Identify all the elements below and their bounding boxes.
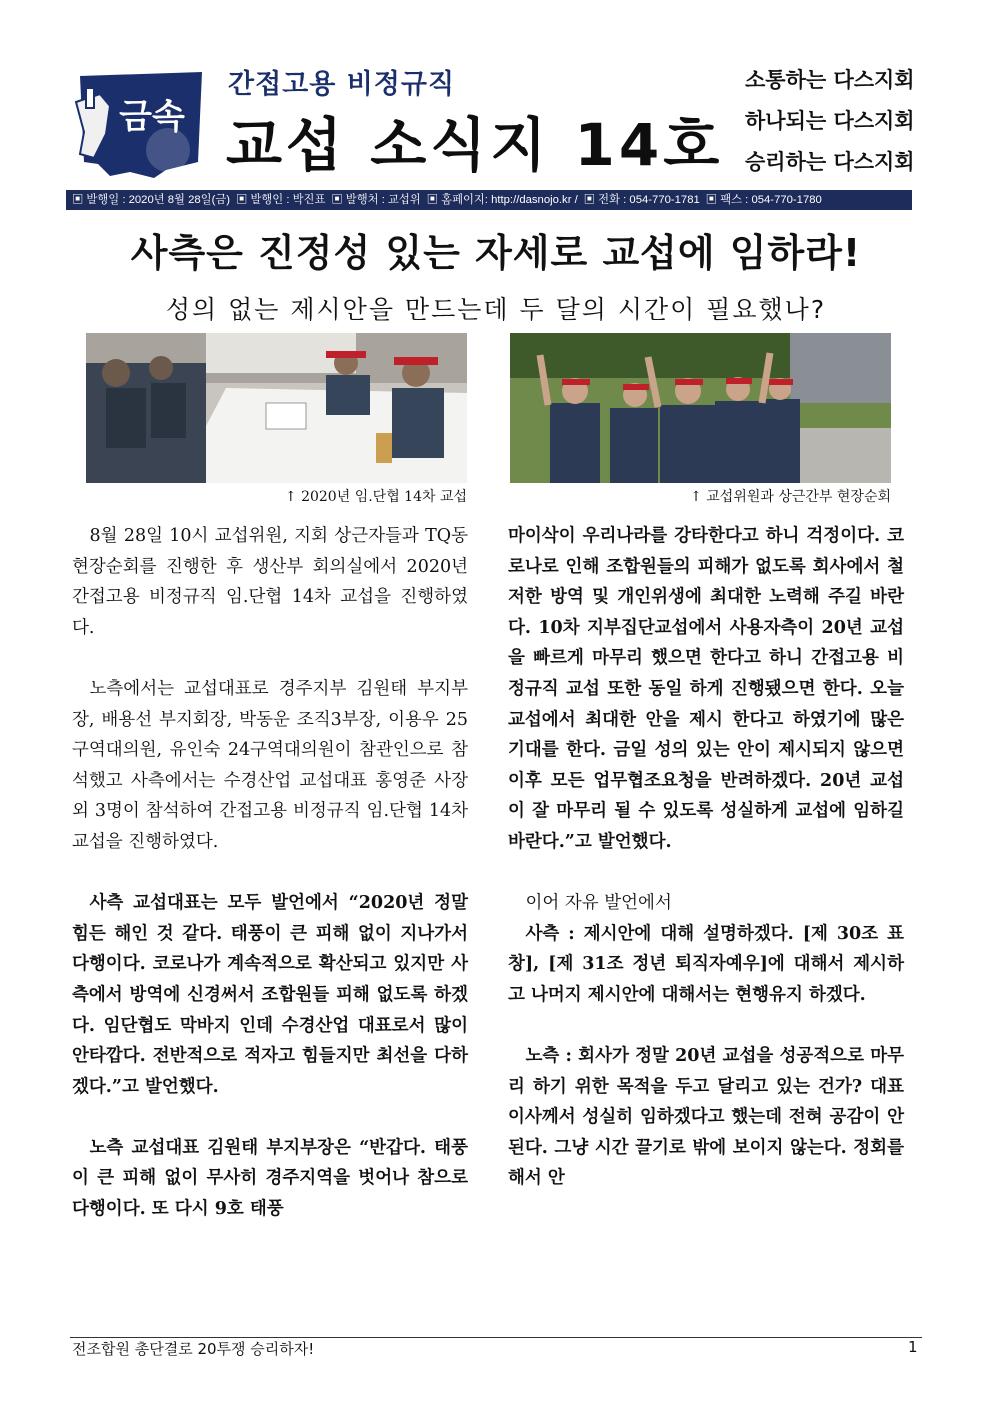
newsletter-title: 교섭 소식지 14호 [226,111,724,179]
footer-slogan: 전조합원 총단결로 20투쟁 승리하자! [72,1340,315,1358]
paragraph: 8월 28일 10시 교섭위원, 지회 상근자들과 TQ동 현장순회를 진행한 후 생산부 회의실에서 2020년 간접고용 비정규직 임.단협 14차 교섭을 진행하였다. [72,526,468,638]
info-homepage[interactable]: ▣ 홈페이지: http://dasnojo.kr / [426,194,578,206]
paragraph: 노측 : 회사가 정말 20년 교섭을 성공적으로 마무리 하기 위한 목적을 두고 달리고 있는 건가? 대표이사께서 성실히 임하겠다고 했는데 전혀 공감이 안된다. 그냥 시간 끌기로 밖에 보이지 않는다. 정회를 해서 안 [508,1046,904,1189]
paragraph: 노측 교섭대표 김원태 부지부장은 “반갑다. 태풍이 큰 피해 없이 무사히 경주지역을 벗어나 참으로 다행이다. 또 다시 9호 태풍 [72,1137,468,1220]
photo-left-caption: ↑ 2020년 임.단협 14차 교섭 [284,489,467,505]
slogan-2: 하나되는 다스지회 [745,109,915,133]
logo-text: 금속 [119,97,185,137]
union-logo [70,62,210,180]
info-publisher: ▣ 발행인 : 박진표 [236,194,326,206]
info-fax: ▣ 팩스 : 054-770-1780 [705,194,822,206]
publication-info-bar [66,190,912,210]
info-issuer: ▣ 발행처 : 교섭위 [331,194,421,206]
photo-right-caption: ↑ 교섭위원과 상근간부 현장순회 [690,489,891,505]
slogan-1: 소통하는 다스지회 [745,68,915,92]
subheadline: 성의 없는 제시안을 만드는데 두 달의 시간이 필요했나? [165,295,827,324]
article-column-right [508,521,904,1225]
article-column-left [72,521,468,1255]
slogan-3: 승리하는 다스지회 [745,150,915,174]
paragraph: 이어 자유 발언에서 [525,893,672,914]
field-patrol-photo [510,333,891,483]
info-issue-date: ▣ 발행일 : 2020년 8월 28일(금) [72,194,231,206]
negotiation-meeting-photo [86,333,467,483]
paragraph: 마이삭이 우리나라를 강타한다고 하니 걱정이다. 코로나로 인해 조합원들의 피해가 없도록 회사에서 철저한 방역 및 개인위생에 최대한 노력해 주길 바란다. 10차 지부집단교섭에서 사용자측이 20년 교섭을 빠르게 마무리 했으면 한다고 하니 간접고용 비정규직 교섭 또한 동일 하게 진행됐으면 한다. 오늘 교섭에서 최대한 안을 제시 한다고 하였기에 많은 기대를 한다. 금일 성의 있는 안이 제시되지 않으면 이후 모든 업무협조요청을 반려하겠다. 20년 교섭이 잘 마무리 될 수 있도록 성실하게 교섭에 임하길 바란다.”고 발언했다. [508,526,904,852]
newsletter-subtitle: 간접고용 비정규직 [228,69,456,100]
paragraph: 노측에서는 교섭대표로 경주지부 김원태 부지부장, 배용선 부지회장, 박동운 조직3부장, 이용우 25구역대의원, 유인숙 24구역대의원이 참관인으로 참석했고 사측에서는 수경산업 교섭대표 홍영준 사장 외 3명이 참석하여 간접고용 비정규직 임.단협 14차 교섭을 진행하였다. [72,678,468,852]
page-number: 1 [908,1338,918,1356]
paragraph: 사측 : 제시안에 대해 설명하겠다. [제 30조 표창], [제 31조 정년 퇴직자예우]에 대해서 제시하고 나머지 제시안에 대해서는 현행유지 하겠다. [508,923,904,1005]
paragraph: 사측 교섭대표는 모두 발언에서 “2020년 정말 힘든 해인 것 같다. 태풍이 큰 피해 없이 지나가서 다행이다. 코로나가 계속적으로 확산되고 있지만 사측에서 방역에 신경써서 조합원들 피해 없도록 하겠다. 임단협도 막바지 인데 수경산업 대표로서 많이 안타깝다. 전반적으로 적자고 힘들지만 최선을 다하겠다.”고 발언했다. [72,893,468,1097]
info-phone: ▣ 전화 : 054-770-1781 [583,194,700,206]
headline: 사측은 진정성 있는 자세로 교섭에 임하라! [130,231,862,275]
